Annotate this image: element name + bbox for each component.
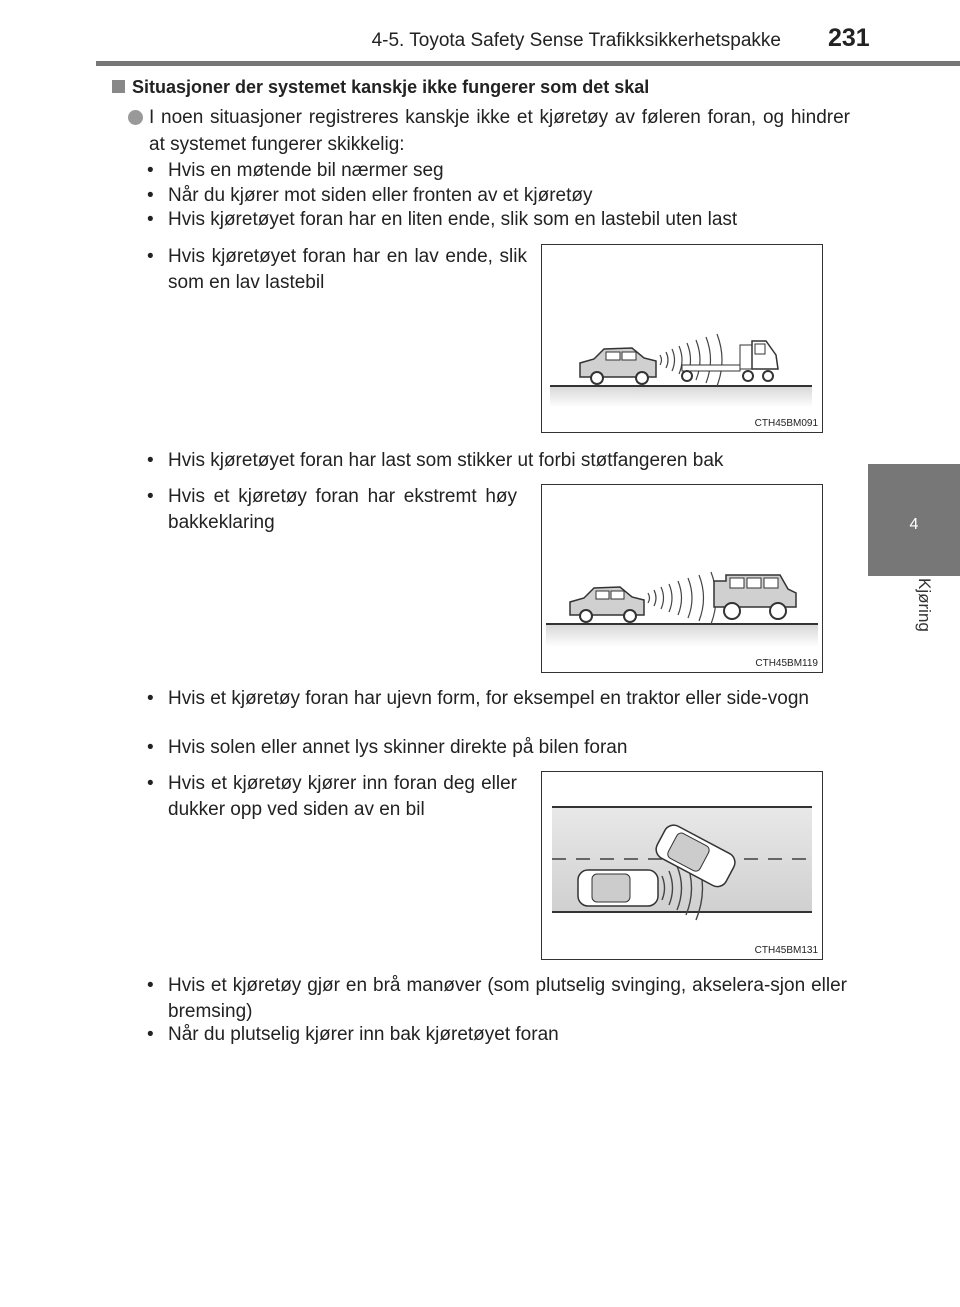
chapter-tab xyxy=(868,464,960,576)
list-item: • Hvis et kjøretøy kjører inn foran deg eller dukker opp ved siden av en bil xyxy=(147,773,517,820)
car-behind-low-trailer-illustration xyxy=(542,245,822,432)
bullet-dot: • xyxy=(147,486,154,507)
figure-code: CTH45BM131 xyxy=(754,945,818,956)
figure-cut-in xyxy=(541,771,823,960)
running-header-title: 4-5. Toyota Safety Sense Trafikksikkerhetspakke xyxy=(371,30,781,51)
bullet-dot: • xyxy=(147,246,154,267)
list-item: • Hvis et kjøretøy foran har ekstremt høy bakkeklaring xyxy=(147,486,517,533)
figure-code: CTH45BM091 xyxy=(754,418,818,429)
section-heading-text: Situasjoner der systemet kanskje ikke fungerer som det skal xyxy=(132,77,650,97)
bullet-dot: • xyxy=(147,185,154,206)
bullet-dot: • xyxy=(147,1024,154,1045)
car-behind-high-clearance-suv-illustration xyxy=(542,485,822,672)
list-item: • Hvis et kjøretøy foran har ujevn form, for eksempel en traktor eller side-vogn xyxy=(147,686,847,712)
list-item: • Når du plutselig kjører inn bak kjøretøyet foran xyxy=(147,1022,847,1048)
bullet-dot: • xyxy=(147,737,154,758)
intro-paragraph: I noen situasjoner registreres kanskje ikke et kjøretøy av føleren foran, og hindrer at systemet fungerer skikkelig: xyxy=(149,107,850,155)
bullet-dot: • xyxy=(147,160,154,181)
figure-code: CTH45BM119 xyxy=(755,658,818,669)
figure-low-trailer xyxy=(541,244,823,433)
list-item: • Når du kjører mot siden eller fronten av et kjøretøy xyxy=(147,183,847,209)
header-rule xyxy=(96,61,960,66)
circle-bullet-icon xyxy=(128,110,143,125)
page-number: 231 xyxy=(828,24,870,52)
list-item: • Hvis kjøretøyet foran har en lav ende, slik som en lav lastebil xyxy=(147,246,527,293)
bullet-dot: • xyxy=(147,773,154,794)
list-item: • Hvis solen eller annet lys skinner direkte på bilen foran xyxy=(147,735,847,761)
square-bullet-icon xyxy=(112,80,125,93)
figure-high-clearance xyxy=(541,484,823,673)
bullet-dot: • xyxy=(147,688,154,709)
list-item: • Hvis kjøretøyet foran har last som stikker ut forbi støtfangeren bak xyxy=(147,448,847,474)
list-item: • Hvis kjøretøyet foran har en liten ende, slik som en lastebil uten last xyxy=(147,207,847,233)
bullet-dot: • xyxy=(147,450,154,471)
chapter-number: 4 xyxy=(909,516,919,533)
section-heading xyxy=(112,77,649,98)
bullet-dot: • xyxy=(147,975,154,996)
list-item: • Hvis et kjøretøy gjør en brå manøver (som plutselig svinging, akselera-sjon eller bremsing) xyxy=(147,975,847,1022)
car-cutting-in-top-view-illustration xyxy=(542,772,822,959)
bullet-dot: • xyxy=(147,209,154,230)
chapter-label: Kjøring xyxy=(915,578,934,632)
list-item: • Hvis en møtende bil nærmer seg xyxy=(147,158,847,184)
